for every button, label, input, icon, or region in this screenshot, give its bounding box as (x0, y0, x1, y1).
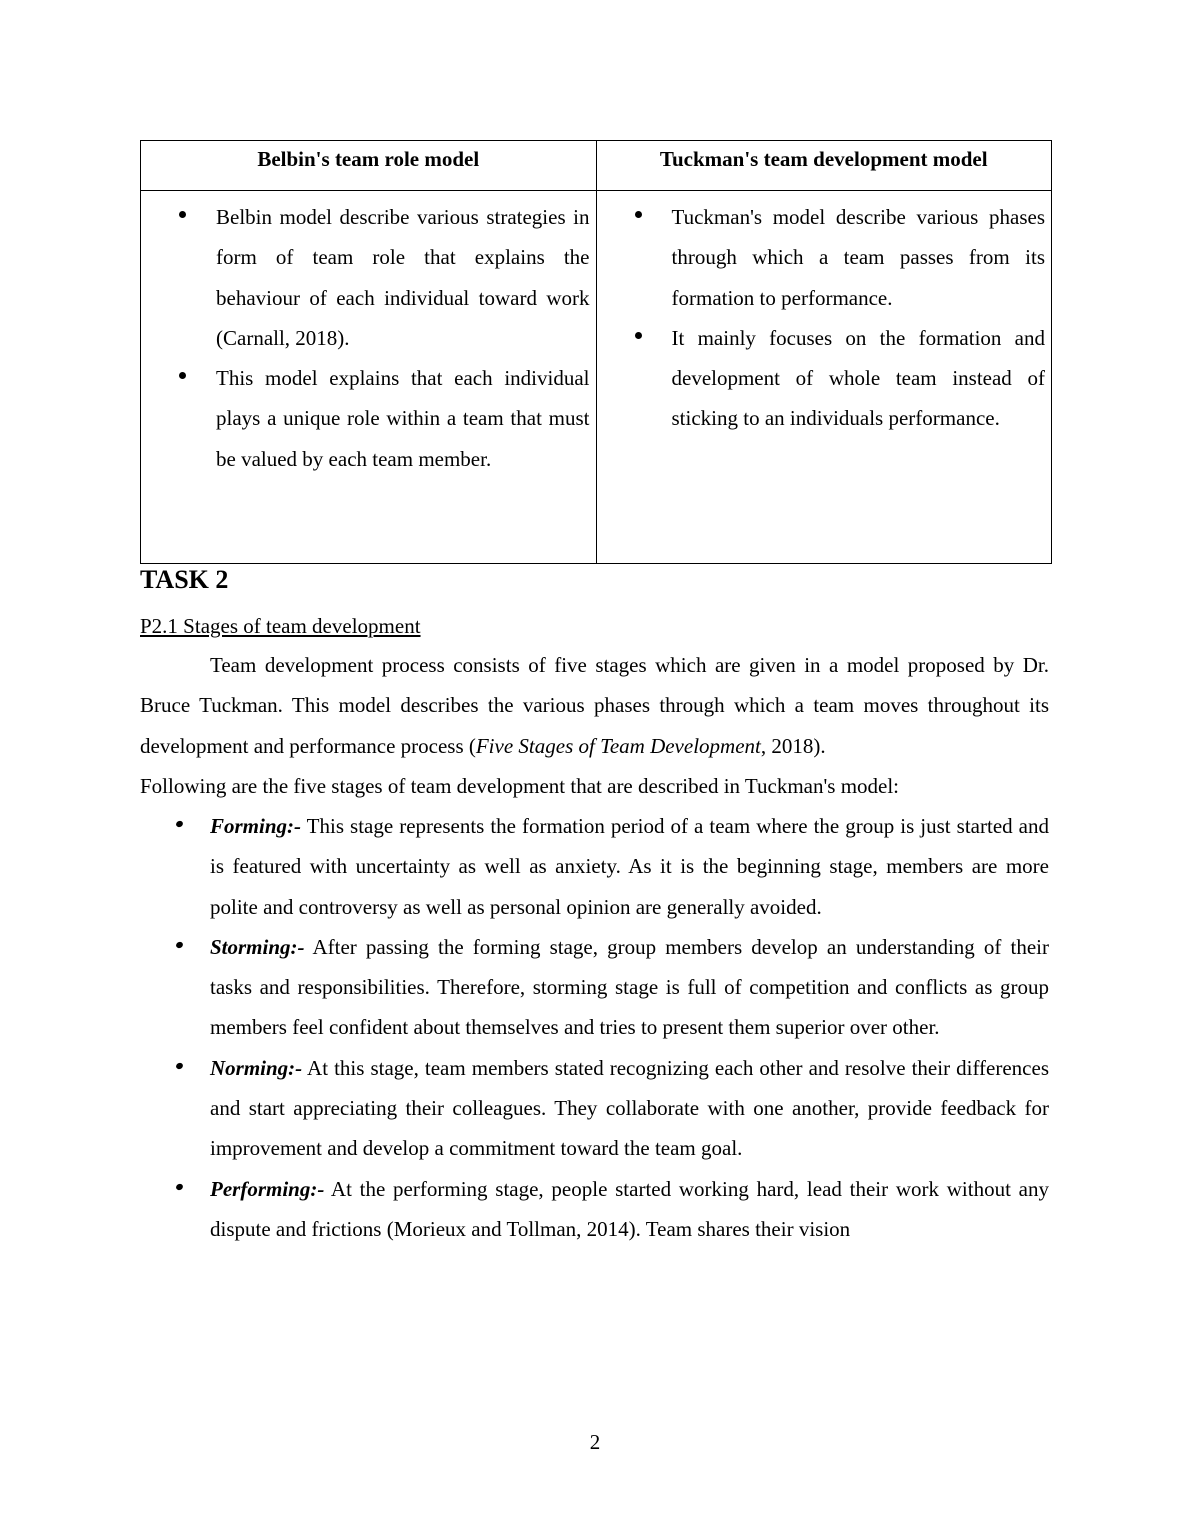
belbin-point-2: This model explains that each individual plays a unique role within a team that must be valued by each team member. (216, 366, 590, 471)
stage-text: This stage represents the formation period of a team where the group is just started and is featured with uncertainty as well as anxiety. As it is the beginning stage, members are more polite and controversy as well as personal opinion are generally avoided. (210, 814, 1049, 919)
stage-performing (140, 1169, 1049, 1250)
stage-text: At this stage, team members stated recognizing each other and resolve their differences and start appreciating their colleagues. They collaborate with one another, provide feedback for improvement and develop a commitment toward the team goal. (210, 1055, 1049, 1161)
belbin-cell (141, 191, 597, 564)
bullet-icon (175, 1062, 184, 1070)
task-heading: TASK 2 (140, 565, 229, 594)
stage-norming (140, 1048, 1049, 1169)
intro-citation: Five Stages of Team Development (475, 733, 761, 758)
bullet-icon (179, 211, 186, 218)
stages-list (140, 806, 1049, 1249)
list-item (597, 318, 1046, 439)
header-belbin: Belbin's team role model (141, 141, 597, 191)
bullet-icon (179, 372, 186, 379)
stage-storming (140, 927, 1049, 1048)
page-number: 2 (589, 1430, 601, 1454)
table-row (141, 191, 1052, 564)
list-item (597, 197, 1046, 318)
header-tuckman: Tuckman's team development model (596, 141, 1052, 191)
comparison-table (140, 140, 1052, 564)
intro-start: Team development process consists of five stages which are given in a model proposed by Dr. Bruce Tuckman. This model describes the various phases through which a team moves throughout its development and performance process ( (140, 653, 1049, 758)
stage-text: After passing the forming stage, group members develop an understanding of their tasks and responsibilities. Therefore, storming stage is full of competition and conflicts as group members feel confident about themselves and tries to present them superior over other. (210, 934, 1049, 1040)
tuckman-point-2: It mainly focuses on the formation and development of whole team instead of sticking to an individuals performance. (671, 325, 1045, 431)
stage-forming (140, 806, 1049, 927)
stage-text: At the performing stage, people started working hard, lead their work without any dispute and frictions (Morieux and Tollman, 2014). Team shares their vision (210, 1176, 1049, 1241)
stage-term: Norming:- (210, 1055, 303, 1080)
bullet-icon (175, 941, 184, 949)
bullet-icon (635, 332, 642, 339)
intro-paragraph (140, 645, 1049, 806)
stage-term: Performing:- (210, 1176, 325, 1201)
stage-term: Storming:- (210, 934, 305, 959)
list-item (141, 197, 590, 358)
belbin-list (141, 191, 596, 479)
belbin-point-1: Belbin model describe various strategies in form of team role that explains the behaviour of each individual toward work (Carnall, 2018). (216, 205, 590, 350)
intro-body (140, 645, 1049, 766)
intro-citation-year: , 2018). (760, 733, 826, 758)
tuckman-cell (596, 191, 1052, 564)
intro-end: Following are the five stages of team development that are described in Tuckman's model: (140, 773, 900, 798)
bullet-icon (175, 820, 184, 828)
bullet-icon (175, 1182, 184, 1190)
stage-term: Forming:- (210, 814, 302, 838)
table-header-row (141, 141, 1052, 191)
list-item (141, 358, 590, 479)
tuckman-point-1: Tuckman's model describe various phases through which a team passes from its formation to performance. (671, 205, 1045, 310)
bullet-icon (635, 211, 642, 218)
tuckman-list (597, 191, 1052, 439)
section-title: P2.1 Stages of team development (140, 614, 421, 638)
